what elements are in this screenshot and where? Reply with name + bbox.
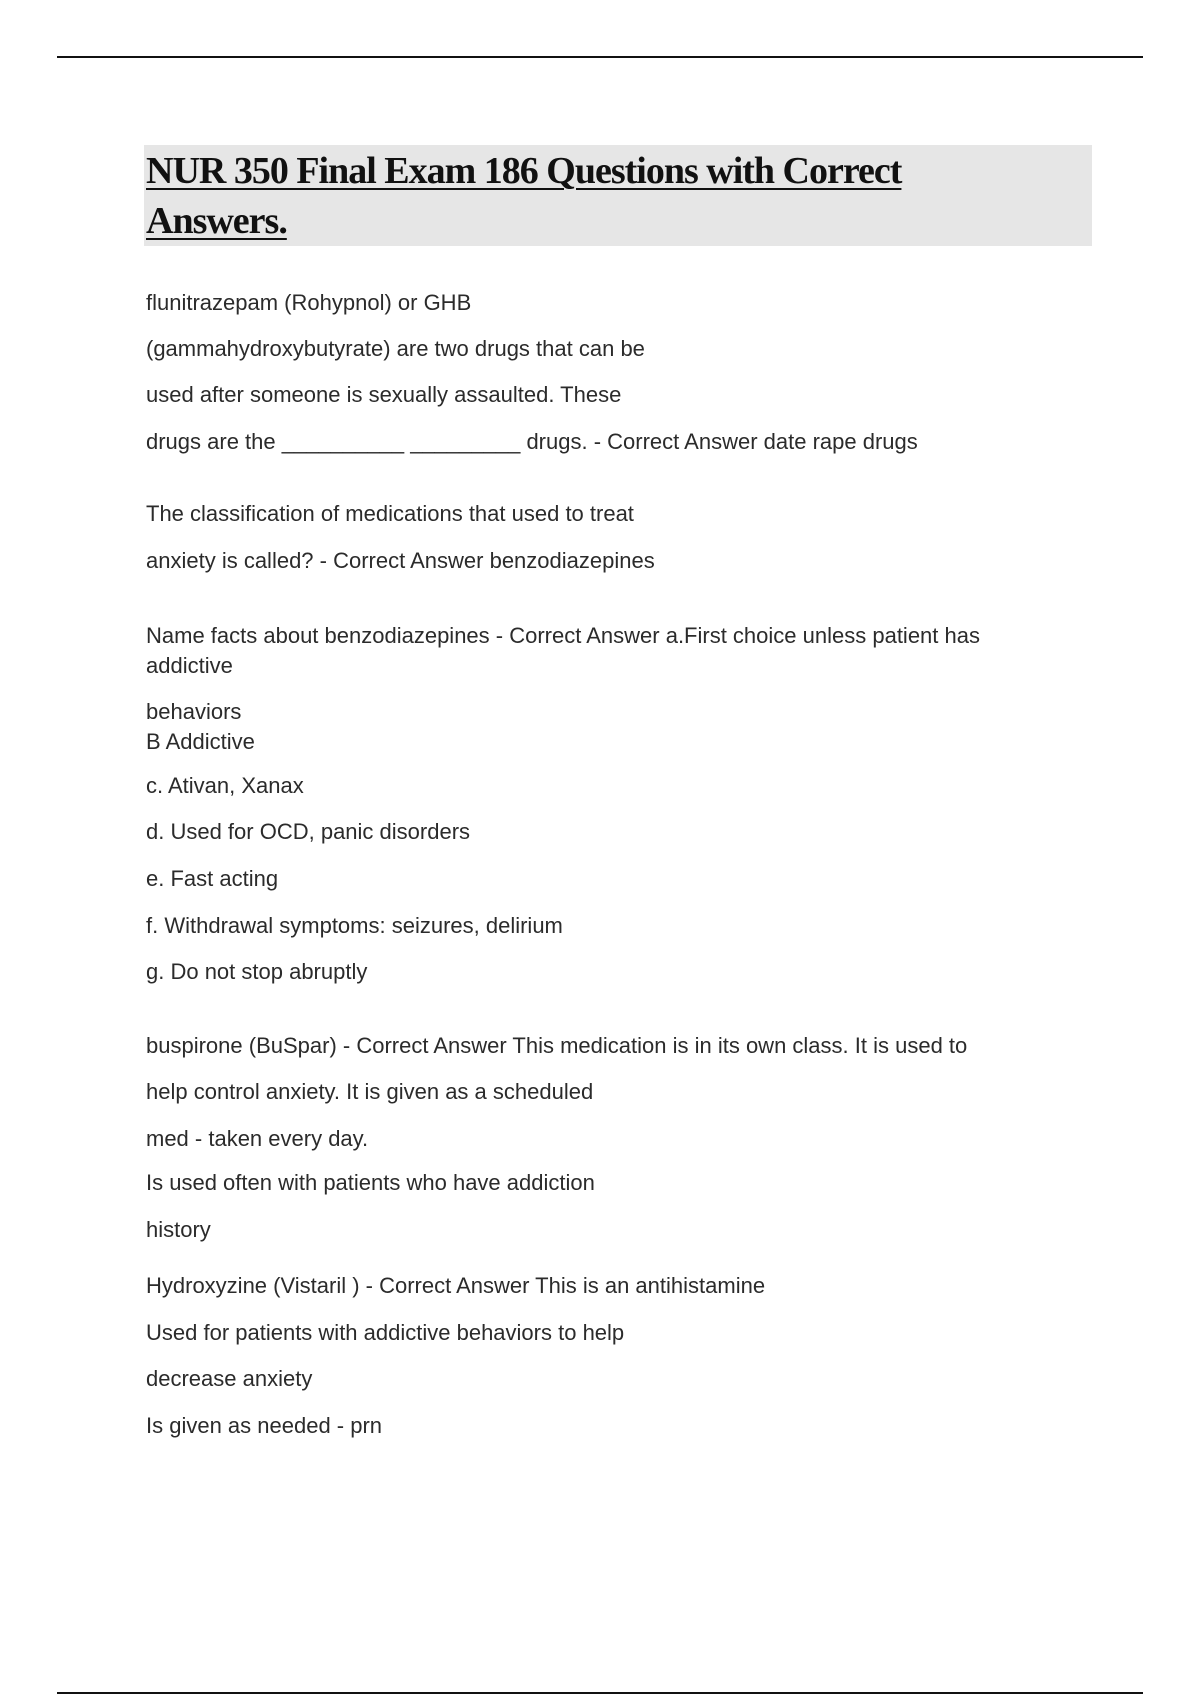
- q3-line-4: B Addictive: [146, 729, 255, 754]
- q3-line-8: f. Withdrawal symptoms: seizures, delirium: [146, 913, 563, 938]
- header-rule: [57, 56, 1143, 58]
- q1-line-3: used after someone is sexually assaulted. These: [146, 382, 622, 407]
- q2-line-1: The classification of medications that used to treat: [146, 501, 634, 526]
- q4-line-4: Is used often with patients who have addiction: [146, 1170, 595, 1195]
- title-line-2: Answers.: [146, 200, 287, 242]
- q2-line-2: anxiety is called? - Correct Answer benzodiazepines: [146, 548, 655, 573]
- q5-line-4: Is given as needed - prn: [146, 1413, 383, 1438]
- q1-line-4: drugs are the __________ _________ drugs. - Correct Answer date rape drugs: [146, 429, 918, 454]
- q5-line-3: decrease anxiety: [146, 1366, 313, 1391]
- q4-line-2: help control anxiety. It is given as a scheduled: [146, 1079, 594, 1104]
- document-title: [146, 146, 1046, 246]
- q4-line-3: med - taken every day.: [146, 1126, 369, 1151]
- q3-line-7: e. Fast acting: [146, 866, 279, 891]
- q3-line-1: Name facts about benzodiazepines - Correct Answer a.First choice unless patient has: [146, 623, 980, 648]
- q1-line-2: (gammahydroxybutyrate) are two drugs that can be: [146, 336, 645, 361]
- q3-line-2: addictive: [146, 653, 233, 678]
- q3-line-9: g. Do not stop abruptly: [146, 959, 368, 984]
- q4-line-5: history: [146, 1217, 211, 1242]
- q3-line-3: behaviors: [146, 699, 242, 724]
- title-line-1: NUR 350 Final Exam 186 Questions with Correct: [146, 150, 902, 192]
- q1-line-1: flunitrazepam (Rohypnol) or GHB: [146, 290, 472, 315]
- q5-line-2: Used for patients with addictive behaviors to help: [146, 1320, 625, 1345]
- q3-line-5: c. Ativan, Xanax: [146, 773, 304, 798]
- q5-line-1: Hydroxyzine (Vistaril ) - Correct Answer This is an antihistamine: [146, 1273, 766, 1298]
- q4-line-1: buspirone (BuSpar) - Correct Answer This medication is in its own class. It is used to: [146, 1033, 968, 1058]
- q3-line-6: d. Used for OCD, panic disorders: [146, 819, 471, 844]
- footer-rule: [57, 1692, 1143, 1694]
